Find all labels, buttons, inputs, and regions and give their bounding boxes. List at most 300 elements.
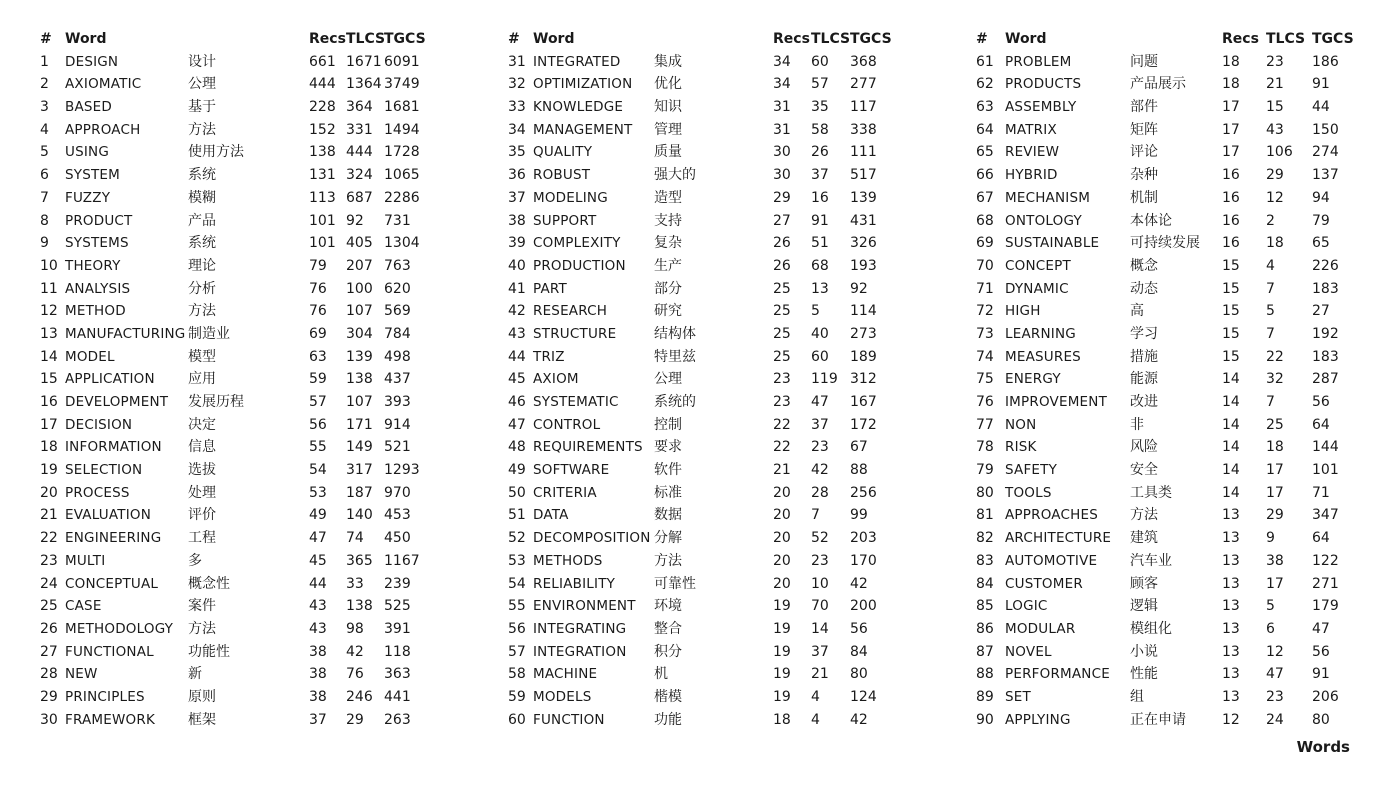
row-number: 68 xyxy=(976,212,994,229)
word-english: ONTOLOGY xyxy=(1005,212,1082,229)
recs-value: 15 xyxy=(1222,325,1240,342)
tgcs-value: 441 xyxy=(384,688,411,705)
recs-value: 38 xyxy=(309,666,327,683)
tlcs-value: 304 xyxy=(346,325,373,342)
recs-value: 20 xyxy=(773,575,791,592)
recs-value: 20 xyxy=(773,484,791,501)
word-english: TRIZ xyxy=(533,348,565,365)
word-chinese: 机 xyxy=(654,666,668,683)
recs-value: 16 xyxy=(1222,189,1240,206)
word-chinese: 改进 xyxy=(1130,394,1158,410)
tgcs-value: 189 xyxy=(850,348,877,365)
word-english: FUNCTIONAL xyxy=(65,643,154,660)
word-chinese: 系统 xyxy=(188,167,216,184)
header-num: # xyxy=(40,31,52,47)
footer-label: Words xyxy=(1296,738,1350,756)
word-chinese: 概念 xyxy=(1130,257,1158,274)
tgcs-value: 179 xyxy=(1312,598,1339,615)
tlcs-value: 405 xyxy=(346,235,373,252)
tgcs-value: 763 xyxy=(384,257,411,274)
recs-value: 15 xyxy=(1222,257,1240,274)
recs-value: 44 xyxy=(309,575,327,592)
tlcs-value: 68 xyxy=(811,257,829,274)
word-chinese: 处理 xyxy=(188,484,216,501)
tlcs-value: 139 xyxy=(346,348,373,365)
row-number: 82 xyxy=(976,530,994,547)
word-chinese: 复杂 xyxy=(654,235,682,252)
tlcs-value: 4 xyxy=(811,711,820,728)
word-english: REVIEW xyxy=(1005,144,1060,161)
word-chinese: 方法 xyxy=(1130,507,1158,524)
word-chinese: 质量 xyxy=(654,144,682,161)
recs-value: 20 xyxy=(773,552,791,569)
tlcs-value: 107 xyxy=(346,303,373,320)
tlcs-value: 42 xyxy=(346,643,364,660)
row-number: 29 xyxy=(40,688,58,705)
tgcs-value: 206 xyxy=(1312,688,1339,705)
row-number: 40 xyxy=(508,257,526,274)
word-chinese: 新 xyxy=(188,666,202,683)
tlcs-value: 21 xyxy=(811,666,829,683)
header-word: Word xyxy=(533,31,575,47)
row-number: 75 xyxy=(976,371,994,388)
header-tgcs: TGCS xyxy=(384,31,426,47)
recs-value: 17 xyxy=(1222,99,1240,116)
tlcs-value: 17 xyxy=(1266,484,1284,501)
tlcs-value: 35 xyxy=(811,99,829,116)
word-english: ENGINEERING xyxy=(65,530,162,547)
header-recs: Recs xyxy=(1222,31,1259,47)
tlcs-value: 92 xyxy=(346,212,364,229)
tlcs-value: 4 xyxy=(811,688,820,705)
tgcs-value: 71 xyxy=(1312,484,1330,501)
tgcs-value: 170 xyxy=(850,552,877,569)
word-chinese: 公理 xyxy=(188,76,216,93)
tgcs-value: 312 xyxy=(850,371,877,388)
word-chinese: 控制 xyxy=(654,416,682,433)
tlcs-value: 40 xyxy=(811,325,829,342)
word-chinese: 软件 xyxy=(654,462,682,479)
tlcs-value: 2 xyxy=(1266,212,1275,229)
tlcs-value: 98 xyxy=(346,620,364,637)
word-english: RESEARCH xyxy=(533,303,608,320)
word-chinese: 分析 xyxy=(188,280,216,297)
word-chinese: 安全 xyxy=(1130,462,1158,479)
tgcs-value: 144 xyxy=(1312,439,1339,456)
tgcs-value: 80 xyxy=(1312,711,1330,728)
tgcs-value: 498 xyxy=(384,348,411,365)
word-english: LOGIC xyxy=(1005,598,1048,615)
word-english: TOOLS xyxy=(1005,484,1052,501)
row-number: 8 xyxy=(40,212,49,229)
recs-value: 20 xyxy=(773,530,791,547)
tlcs-value: 7 xyxy=(1266,280,1275,297)
word-english: LEARNING xyxy=(1005,325,1076,342)
tlcs-value: 324 xyxy=(346,167,373,184)
recs-value: 45 xyxy=(309,552,327,569)
tgcs-value: 431 xyxy=(850,212,877,229)
tlcs-value: 7 xyxy=(1266,394,1275,410)
word-chinese: 基于 xyxy=(188,99,216,116)
word-chinese: 集成 xyxy=(654,53,682,70)
tgcs-value: 1167 xyxy=(384,552,420,569)
tlcs-value: 444 xyxy=(346,144,373,161)
word-chinese: 顾客 xyxy=(1130,575,1158,592)
recs-value: 16 xyxy=(1222,235,1240,252)
tgcs-value: 287 xyxy=(1312,371,1339,388)
recs-value: 13 xyxy=(1222,620,1240,637)
word-english: PROBLEM xyxy=(1005,53,1072,70)
recs-value: 23 xyxy=(773,394,791,410)
word-chinese: 非 xyxy=(1130,416,1144,433)
tgcs-value: 101 xyxy=(1312,462,1339,479)
word-chinese: 框架 xyxy=(188,711,216,728)
tlcs-value: 106 xyxy=(1266,144,1293,161)
tlcs-value: 23 xyxy=(811,552,829,569)
recs-value: 43 xyxy=(309,598,327,615)
tlcs-value: 58 xyxy=(811,121,829,138)
tgcs-value: 114 xyxy=(850,303,877,320)
word-chinese: 数据 xyxy=(654,507,682,524)
word-english: CRITERIA xyxy=(533,484,597,501)
recs-value: 47 xyxy=(309,530,327,547)
word-chinese: 组 xyxy=(1130,688,1144,705)
word-chinese: 环境 xyxy=(654,598,682,615)
row-number: 88 xyxy=(976,666,994,683)
word-english: SAFETY xyxy=(1005,462,1058,479)
tgcs-value: 186 xyxy=(1312,53,1339,70)
tlcs-value: 18 xyxy=(1266,235,1284,252)
word-english: INTEGRATING xyxy=(533,620,627,637)
tlcs-value: 365 xyxy=(346,552,373,569)
tlcs-value: 23 xyxy=(1266,53,1284,70)
recs-value: 76 xyxy=(309,280,327,297)
tgcs-value: 6091 xyxy=(384,53,420,70)
tlcs-value: 21 xyxy=(1266,76,1284,93)
tgcs-value: 256 xyxy=(850,484,877,501)
word-chinese: 评论 xyxy=(1130,144,1158,161)
word-english: MULTI xyxy=(65,552,106,569)
row-number: 67 xyxy=(976,189,994,206)
row-number: 86 xyxy=(976,620,994,637)
word-english: CONTROL xyxy=(533,416,601,433)
tgcs-value: 183 xyxy=(1312,280,1339,297)
tlcs-value: 687 xyxy=(346,189,373,206)
word-chinese: 本体论 xyxy=(1130,212,1172,229)
row-number: 56 xyxy=(508,620,526,637)
word-english: PRODUCTS xyxy=(1005,76,1082,93)
recs-value: 54 xyxy=(309,462,327,479)
row-number: 80 xyxy=(976,484,994,501)
tgcs-value: 1304 xyxy=(384,235,420,252)
word-chinese: 分解 xyxy=(654,530,682,547)
tlcs-value: 42 xyxy=(811,462,829,479)
word-english: CUSTOMER xyxy=(1005,575,1083,592)
tgcs-value: 393 xyxy=(384,394,411,410)
tlcs-value: 32 xyxy=(1266,371,1284,388)
tlcs-value: 57 xyxy=(811,76,829,93)
word-chinese: 汽车业 xyxy=(1130,552,1172,569)
tlcs-value: 25 xyxy=(1266,416,1284,433)
tgcs-value: 970 xyxy=(384,484,411,501)
row-number: 64 xyxy=(976,121,994,138)
word-english: DECOMPOSITION xyxy=(533,530,651,547)
row-number: 16 xyxy=(40,394,58,410)
word-chinese: 系统 xyxy=(188,235,216,252)
tlcs-value: 38 xyxy=(1266,552,1284,569)
tgcs-value: 338 xyxy=(850,121,877,138)
tgcs-value: 784 xyxy=(384,325,411,342)
recs-value: 113 xyxy=(309,189,336,206)
recs-value: 29 xyxy=(773,189,791,206)
recs-value: 37 xyxy=(309,711,327,728)
row-number: 71 xyxy=(976,280,994,297)
row-number: 62 xyxy=(976,76,994,93)
tgcs-value: 1494 xyxy=(384,121,420,138)
word-english: MODELS xyxy=(533,688,592,705)
word-english: METHOD xyxy=(65,303,126,320)
recs-value: 25 xyxy=(773,303,791,320)
word-chinese: 机制 xyxy=(1130,189,1158,206)
recs-value: 101 xyxy=(309,212,336,229)
tlcs-value: 24 xyxy=(1266,711,1284,728)
tgcs-value: 27 xyxy=(1312,303,1330,320)
word-chinese: 方法 xyxy=(654,552,682,569)
tgcs-value: 137 xyxy=(1312,167,1339,184)
tlcs-value: 22 xyxy=(1266,348,1284,365)
tlcs-value: 9 xyxy=(1266,530,1275,547)
tgcs-value: 239 xyxy=(384,575,411,592)
word-english: METHODOLOGY xyxy=(65,620,174,637)
tgcs-value: 326 xyxy=(850,235,877,252)
tgcs-value: 1728 xyxy=(384,144,420,161)
recs-value: 25 xyxy=(773,348,791,365)
row-number: 60 xyxy=(508,711,526,728)
word-english: RELIABILITY xyxy=(533,575,616,592)
word-chinese: 部分 xyxy=(654,280,682,297)
tgcs-value: 99 xyxy=(850,507,868,524)
tlcs-value: 5 xyxy=(1266,303,1275,320)
recs-value: 69 xyxy=(309,325,327,342)
recs-value: 19 xyxy=(773,688,791,705)
word-chinese: 整合 xyxy=(654,620,682,637)
row-number: 50 xyxy=(508,484,526,501)
row-number: 84 xyxy=(976,575,994,592)
recs-value: 14 xyxy=(1222,394,1240,410)
word-chinese: 建筑 xyxy=(1130,530,1158,547)
tlcs-value: 37 xyxy=(811,643,829,660)
tgcs-value: 65 xyxy=(1312,235,1330,252)
tgcs-value: 1681 xyxy=(384,99,420,116)
recs-value: 31 xyxy=(773,121,791,138)
word-chinese: 模组化 xyxy=(1130,620,1172,637)
tgcs-value: 620 xyxy=(384,280,411,297)
row-number: 77 xyxy=(976,416,994,433)
tgcs-value: 42 xyxy=(850,575,868,592)
recs-value: 13 xyxy=(1222,552,1240,569)
tgcs-value: 88 xyxy=(850,462,868,479)
word-english: HYBRID xyxy=(1005,167,1058,184)
word-chinese: 方法 xyxy=(188,303,216,320)
tgcs-value: 64 xyxy=(1312,416,1330,433)
word-english: MODULAR xyxy=(1005,620,1076,637)
recs-value: 49 xyxy=(309,507,327,524)
tlcs-value: 171 xyxy=(346,416,373,433)
word-english: DATA xyxy=(533,507,569,524)
row-number: 45 xyxy=(508,371,526,388)
word-chinese: 制造业 xyxy=(188,325,230,342)
tlcs-value: 10 xyxy=(811,575,829,592)
recs-value: 55 xyxy=(309,439,327,456)
tgcs-value: 263 xyxy=(384,711,411,728)
word-chinese: 设计 xyxy=(188,53,216,70)
tlcs-value: 15 xyxy=(1266,99,1284,116)
tlcs-value: 1671 xyxy=(346,53,382,70)
tlcs-value: 37 xyxy=(811,167,829,184)
row-number: 23 xyxy=(40,552,58,569)
word-english: APPROACHES xyxy=(1005,507,1098,524)
recs-value: 138 xyxy=(309,144,336,161)
word-chinese: 信息 xyxy=(188,439,216,456)
word-chinese: 强大的 xyxy=(654,167,696,184)
tgcs-value: 84 xyxy=(850,643,868,660)
word-english: HIGH xyxy=(1005,303,1041,320)
row-number: 32 xyxy=(508,76,526,93)
word-chinese: 杂种 xyxy=(1130,167,1158,184)
tgcs-value: 56 xyxy=(1312,394,1330,410)
word-chinese: 支持 xyxy=(654,212,682,229)
word-english: ARCHITECTURE xyxy=(1005,530,1112,547)
word-english: INTEGRATION xyxy=(533,643,627,660)
word-english: APPLICATION xyxy=(65,371,155,388)
word-english: SYSTEMS xyxy=(65,235,129,252)
word-english: SET xyxy=(1005,688,1031,705)
tgcs-value: 569 xyxy=(384,303,411,320)
recs-value: 25 xyxy=(773,280,791,297)
tlcs-value: 17 xyxy=(1266,462,1284,479)
recs-value: 18 xyxy=(1222,76,1240,93)
word-chinese: 可靠性 xyxy=(654,575,696,592)
header-tgcs: TGCS xyxy=(850,31,892,47)
word-chinese: 功能性 xyxy=(188,643,230,660)
tlcs-value: 52 xyxy=(811,530,829,547)
word-chinese: 发展历程 xyxy=(188,394,244,410)
word-english: MACHINE xyxy=(533,666,598,683)
row-number: 39 xyxy=(508,235,526,252)
row-number: 61 xyxy=(976,53,994,70)
tgcs-value: 94 xyxy=(1312,189,1330,206)
tgcs-value: 192 xyxy=(1312,325,1339,342)
tlcs-value: 43 xyxy=(1266,121,1284,138)
row-number: 21 xyxy=(40,507,58,524)
recs-value: 34 xyxy=(773,53,791,70)
word-english: INTEGRATED xyxy=(533,53,621,70)
tlcs-value: 91 xyxy=(811,212,829,229)
row-number: 13 xyxy=(40,325,58,342)
word-english: COMPLEXITY xyxy=(533,235,621,252)
row-number: 54 xyxy=(508,575,526,592)
recs-value: 101 xyxy=(309,235,336,252)
word-english: DEVELOPMENT xyxy=(65,394,169,410)
word-english: SELECTION xyxy=(65,462,143,479)
tgcs-value: 56 xyxy=(850,620,868,637)
recs-value: 13 xyxy=(1222,575,1240,592)
row-number: 48 xyxy=(508,439,526,456)
row-number: 2 xyxy=(40,76,49,93)
recs-value: 20 xyxy=(773,507,791,524)
word-english: NEW xyxy=(65,666,98,683)
recs-value: 13 xyxy=(1222,643,1240,660)
word-english: MODELING xyxy=(533,189,608,206)
word-english: ASSEMBLY xyxy=(1005,99,1077,116)
tlcs-value: 18 xyxy=(1266,439,1284,456)
tgcs-value: 91 xyxy=(1312,76,1330,93)
word-chinese: 产品 xyxy=(188,212,216,229)
word-english: FRAMEWORK xyxy=(65,711,156,728)
row-number: 35 xyxy=(508,144,526,161)
word-english: DECISION xyxy=(65,416,133,433)
word-english: DESIGN xyxy=(65,53,119,70)
row-number: 42 xyxy=(508,303,526,320)
row-number: 89 xyxy=(976,688,994,705)
tlcs-value: 14 xyxy=(811,620,829,637)
tlcs-value: 33 xyxy=(346,575,364,592)
word-chinese: 逻辑 xyxy=(1130,598,1158,615)
row-number: 79 xyxy=(976,462,994,479)
row-number: 12 xyxy=(40,303,58,320)
row-number: 19 xyxy=(40,462,58,479)
recs-value: 19 xyxy=(773,598,791,615)
row-number: 38 xyxy=(508,212,526,229)
row-number: 33 xyxy=(508,99,526,116)
tgcs-value: 2286 xyxy=(384,189,420,206)
word-english: MANAGEMENT xyxy=(533,121,633,138)
word-english: SYSTEMATIC xyxy=(533,394,619,410)
tgcs-value: 517 xyxy=(850,167,877,184)
word-english: ENERGY xyxy=(1005,371,1061,388)
word-english: NON xyxy=(1005,416,1037,433)
word-chinese: 学习 xyxy=(1130,325,1158,342)
tlcs-value: 13 xyxy=(811,280,829,297)
tlcs-value: 29 xyxy=(1266,167,1284,184)
recs-value: 15 xyxy=(1222,348,1240,365)
tgcs-value: 1065 xyxy=(384,167,420,184)
tgcs-value: 368 xyxy=(850,53,877,70)
tgcs-value: 56 xyxy=(1312,643,1330,660)
tlcs-value: 76 xyxy=(346,666,364,683)
word-chinese: 决定 xyxy=(188,416,216,433)
row-number: 26 xyxy=(40,620,58,637)
recs-value: 57 xyxy=(309,394,327,410)
tgcs-value: 67 xyxy=(850,439,868,456)
recs-value: 14 xyxy=(1222,462,1240,479)
tgcs-value: 363 xyxy=(384,666,411,683)
word-chinese: 问题 xyxy=(1130,53,1158,70)
recs-value: 13 xyxy=(1222,666,1240,683)
word-chinese: 小说 xyxy=(1130,643,1158,660)
recs-value: 59 xyxy=(309,371,327,388)
recs-value: 21 xyxy=(773,462,791,479)
word-chinese: 工程 xyxy=(188,530,216,547)
tgcs-value: 731 xyxy=(384,212,411,229)
row-number: 6 xyxy=(40,167,49,184)
word-chinese: 案件 xyxy=(188,598,216,615)
tlcs-value: 12 xyxy=(1266,643,1284,660)
tlcs-value: 70 xyxy=(811,598,829,615)
recs-value: 19 xyxy=(773,620,791,637)
recs-value: 63 xyxy=(309,348,327,365)
tgcs-value: 226 xyxy=(1312,257,1339,274)
